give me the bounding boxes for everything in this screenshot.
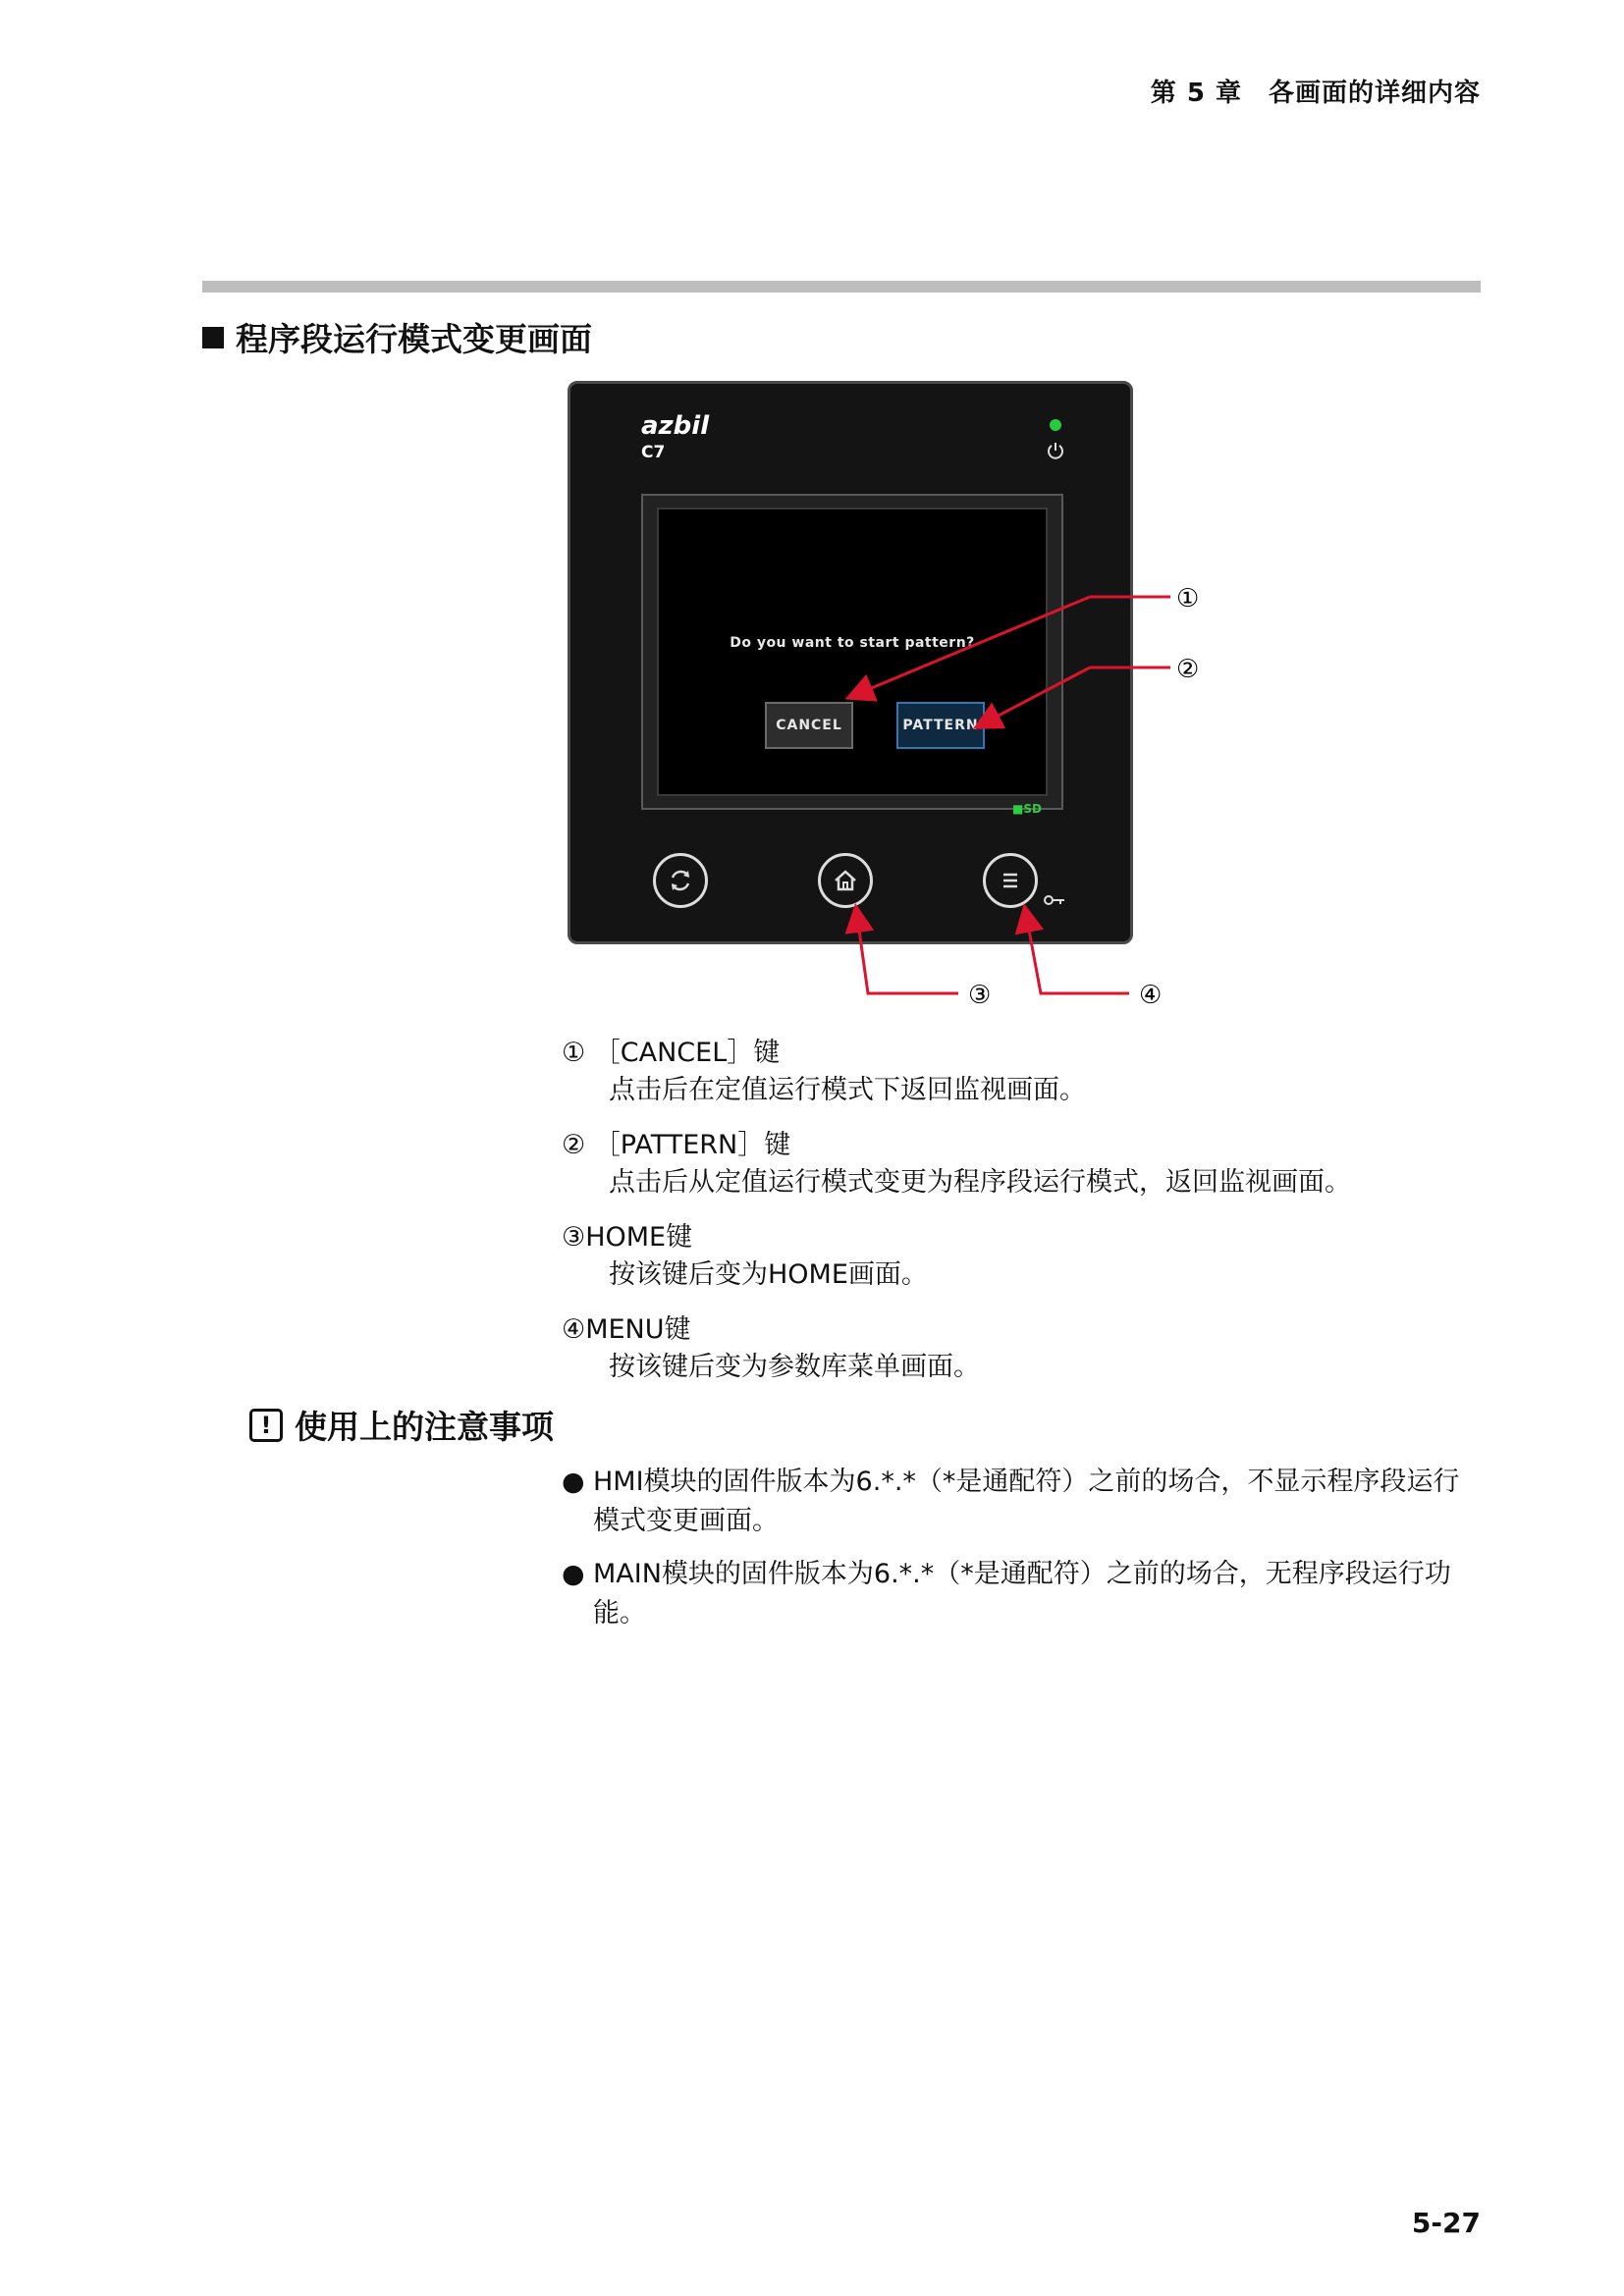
bullet-icon: ● <box>562 1467 585 1497</box>
menu-icon <box>996 866 1025 895</box>
caution-note-text: MAIN模块的固件版本为6.*.*（*是通配符）之前的场合，无程序段运行功能。 <box>593 1559 1451 1629</box>
caution-heading <box>249 1402 554 1448</box>
callout-3-number: ③ <box>968 981 992 1010</box>
description-menu <box>562 1311 980 1386</box>
description-label: ③HOME键 <box>562 1222 693 1253</box>
description-text: 按该键后变为参数库菜单画面。 <box>609 1352 980 1382</box>
power-icon <box>1046 441 1065 460</box>
section-title <box>202 314 592 360</box>
key-icon <box>1044 894 1065 906</box>
dialog-message: Do you want to start pattern? <box>730 635 975 651</box>
caution-icon: ! <box>249 1409 283 1442</box>
bullet-icon: ● <box>562 1559 585 1589</box>
refresh-icon <box>666 866 695 895</box>
caution-note-text: HMI模块的固件版本为6.*.*（*是通配符）之前的场合，不显示程序段运行模式变更画面。 <box>593 1467 1460 1536</box>
home-button[interactable] <box>818 853 873 908</box>
description-label: ④MENU键 <box>562 1314 691 1345</box>
touch-screen <box>657 507 1048 816</box>
description-home <box>562 1219 928 1294</box>
callout-1-number: ① <box>1176 584 1200 614</box>
refresh-button[interactable] <box>653 853 708 908</box>
caution-note <box>562 1555 1481 1633</box>
description-label: ② ［PATTERN］键 <box>562 1130 791 1160</box>
square-bullet-icon <box>202 327 224 348</box>
menu-button[interactable] <box>983 853 1038 908</box>
description-pattern <box>562 1127 1351 1201</box>
caution-title: 使用上的注意事项 <box>295 1408 554 1446</box>
chapter-header: 第 5 章 各画面的详细内容 <box>1150 79 1481 108</box>
description-label: ① ［CANCEL］键 <box>562 1038 781 1068</box>
description-text: 点击后从定值运行模式变更为程序段运行模式，返回监视画面。 <box>609 1167 1351 1198</box>
touch-screen-bezel <box>641 494 1063 816</box>
section-divider <box>202 281 1481 293</box>
brand-logo: azbil <box>641 411 710 441</box>
screen-top-bar <box>657 496 1048 507</box>
controller-device <box>568 381 1133 944</box>
pattern-button[interactable]: PATTERN <box>896 702 985 749</box>
status-led <box>1050 419 1061 431</box>
page-number: 5-27 <box>1411 2207 1481 2239</box>
description-text: 按该键后变为HOME画面。 <box>609 1259 928 1290</box>
callout-2-number: ② <box>1176 655 1200 684</box>
home-icon <box>831 866 860 895</box>
device-model: C7 <box>641 443 666 462</box>
caution-note <box>562 1463 1481 1541</box>
sd-indicator: ■SD <box>1012 802 1042 816</box>
callout-4-number: ④ <box>1139 981 1163 1010</box>
cancel-button[interactable]: CANCEL <box>765 702 853 749</box>
description-cancel <box>562 1035 1086 1109</box>
description-text: 点击后在定值运行模式下返回监视画面。 <box>609 1075 1086 1105</box>
section-title-text: 程序段运行模式变更画面 <box>236 320 592 358</box>
